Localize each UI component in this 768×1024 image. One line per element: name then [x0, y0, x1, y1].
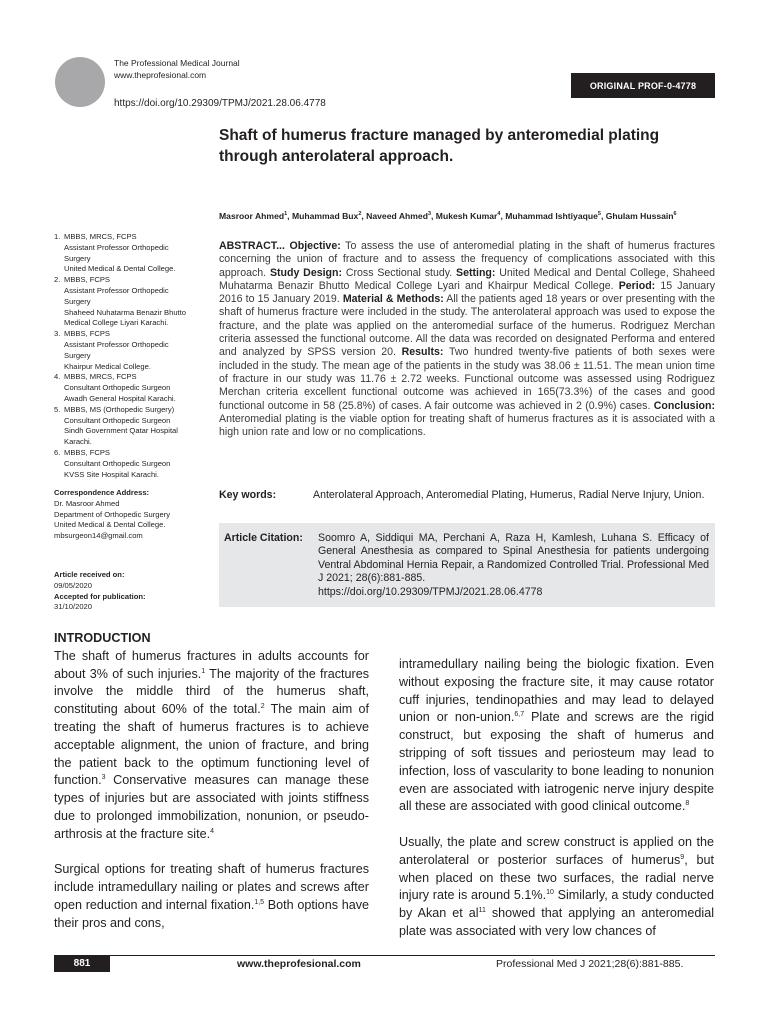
- reference-superscript: 8: [685, 800, 690, 808]
- body-text: The shaft of humerus fractures in adults accounts for about 3% of such injuries.: [54, 648, 369, 681]
- abstract: [219, 240, 715, 439]
- affiliation-number: 2.: [54, 275, 61, 285]
- body-text: The majority of the fractures involve the middle third of the humerus shaft, constituting about 60% of the total.: [54, 666, 369, 717]
- affiliation-number: [54, 308, 64, 319]
- reference-superscript: 3: [101, 774, 106, 782]
- affiliation-number: 5.: [54, 404, 61, 414]
- article-citation-box: [219, 523, 715, 607]
- body-text: showed that applying an anteromedial plate was associated with very low chances of: [399, 906, 714, 938]
- body-paragraph: [54, 861, 369, 932]
- affiliation-number: [54, 286, 64, 297]
- abstract-setting-label: Setting:: [456, 266, 496, 279]
- affiliation-text: Surgery: [64, 253, 91, 263]
- citation-doi[interactable]: https://doi.org/10.29309/TPMJ/2021.28.06.4778: [318, 585, 543, 598]
- affiliation-text: MBBS, MRCS, FCPS: [64, 232, 137, 241]
- affiliation-line: [54, 394, 214, 405]
- correspondence-label: Correspondence Address:: [54, 488, 150, 497]
- body-text: Surgical options for treating shaft of humerus fractures include intramedullary nailing or plates and screws after open reduction and internal fixation.: [54, 862, 369, 912]
- abstract-results: Two hundred twenty-five patients of both sexes were included in the study. The mean age of the patients in the study was 38.06 ± 11.51. The mean union time of fracture in our study was 11.76 ± 2.72 weeks. Functional outcome was assessed using Rodriguez Merchan criteria excellent functional outcome was achieved in 165(73.3%) of the cases and good functional outcome in 58 (25.8%) of cases. A fair outcome was achieved in 2 (0.9%) cases.: [219, 346, 715, 412]
- doi-link[interactable]: https://doi.org/10.29309/TPMJ/2021.28.06.4778: [114, 98, 326, 109]
- citation-body: [318, 532, 709, 607]
- affiliation-number: [54, 297, 64, 308]
- affiliation-text: Surgery: [64, 296, 91, 306]
- body-text: Usually, the plate and screw construct is applied on the anterolateral or posterior surfaces of humerus: [399, 834, 714, 867]
- body-text: Plate and screws are the rigid construct, but exposing the shaft of humerus and stripping of soft tissues and periosteum may lead to infection, loss of vascularity to bone leading to nonunion even are associated with iatrogenic nerve injury despite all these are associated with good clinical outcome.: [399, 710, 715, 814]
- affiliation-text: KVSS Site Hospital Karachi.: [64, 469, 159, 479]
- affiliation-number: 4.: [54, 372, 61, 382]
- journal-logo: [55, 57, 105, 107]
- journal-url[interactable]: www.theprofesional.com: [114, 70, 207, 80]
- affiliation-line: [54, 254, 214, 265]
- introduction-heading: INTRODUCTION: [54, 631, 151, 645]
- affiliation-text: Assistant Professor Orthopedic: [64, 285, 169, 295]
- affiliation-line: [54, 351, 214, 362]
- correspondence: [54, 488, 214, 542]
- affiliation-number: [54, 437, 64, 448]
- affiliation-line: [54, 297, 214, 308]
- article-title: [219, 125, 719, 167]
- correspondence-line: Department of Orthopedic Surgery: [54, 509, 171, 519]
- title-line-1: Shaft of humerus fracture managed by anteromedial plating: [219, 127, 660, 144]
- abstract-methods: All the patients aged 18 years or over presenting with the shaft of humerus fracture were included in the study. The anterolateral approach was used to expose the fracture, and the plate was applied on the anteromedial surface of the humerus. Rodriguez Merchan criteria assessed the functional outcome. All the data was recorded on designated Performa and entered and analyzed by SPSS version 20.: [219, 293, 715, 359]
- body-left-column: [54, 630, 369, 933]
- affiliation-number: [54, 394, 64, 405]
- affiliation-number: [54, 362, 64, 373]
- received-date: 09/05/2020: [54, 580, 93, 590]
- affiliation-line: [54, 286, 214, 297]
- citation-text: Soomro A, Siddiqui MA, Perchani A, Raza H, Kamlesh, Luhana S. Efficacy of General Anesthesia as compared to Spinal Anesthesia for patients undergoing Ventral Abdominal Hernia Repair, a Randomized Controlled Trial. Professional Med J 2021; 28(6):881-885.: [318, 532, 709, 585]
- correspondence-email[interactable]: mbsurgeon14@gmail.com: [54, 531, 143, 541]
- affiliation-text: Awadh General Hospital Karachi.: [64, 393, 176, 403]
- article-dates: [54, 570, 214, 613]
- affiliation-line: [54, 372, 214, 383]
- author-name: Mukesh Kumar: [435, 210, 498, 221]
- affiliation-text: Assistant Professor Orthopedic: [64, 339, 169, 349]
- affiliations: [54, 232, 214, 480]
- accepted-date: 31/10/2020: [54, 602, 93, 612]
- reference-superscript: 4: [210, 827, 214, 835]
- reference-superscript: 6,7: [514, 711, 525, 719]
- page-number: 881: [54, 955, 110, 972]
- author-affiliation-ref: 1: [284, 211, 288, 217]
- author-list: Masroor Ahmed$^1$, Muhammad Bux$^2$, Naveed Ahmed$^3$, Mukesh Kumar$^4$, Muhammad Ishtiyaque$^5$, Ghulam Hussain$^6$: [219, 210, 677, 221]
- body-text: Both options have their pros and cons,: [54, 897, 369, 930]
- journal-header: [114, 57, 240, 81]
- abstract-setting: United Medical and Dental College, Shaheed Muhatarma Benazir Bhutto Medical College Lyari and Khairpur Medical College.: [219, 266, 715, 292]
- correspondence-line: Dr. Masroor Ahmed: [54, 498, 120, 508]
- affiliation-text: MBBS, MS (Orthopedic Surgery): [64, 404, 175, 414]
- affiliation-line: [54, 232, 214, 243]
- author-name: Muhammad Ishtiyaque: [505, 210, 598, 221]
- affiliation-number: [54, 264, 64, 275]
- body-paragraph: [399, 656, 714, 816]
- affiliation-line: [54, 448, 214, 459]
- affiliation-number: [54, 351, 64, 362]
- author-affiliation-ref: 6: [673, 211, 677, 217]
- body-right-column: [399, 656, 714, 941]
- reference-superscript: 1: [201, 667, 206, 675]
- body-paragraph: [399, 834, 714, 941]
- affiliation-number: 1.: [54, 232, 61, 241]
- affiliation-line: [54, 426, 214, 437]
- footer-url[interactable]: www.theprofesional.com: [237, 958, 361, 970]
- affiliation-line: [54, 308, 214, 319]
- body-text: Conservative measures can manage these types of injuries but are associated with joints stiffness due to prolonged immobilization, nonunion, or pseudo-arthrosis at the fracture site.: [54, 773, 369, 841]
- abstract-results-label: Results:: [401, 346, 444, 359]
- affiliation-text: Medical College Liyari Karachi.: [64, 318, 169, 328]
- body-paragraph: [54, 648, 369, 844]
- abstract-objective: To assess the use of anteromedial plating in the shaft of humerus fractures concerning the union of fracture and to assess the frequency of complications associated with this approach.: [219, 240, 715, 279]
- affiliation-text: Khairpur Medical College.: [64, 361, 151, 371]
- abstract-objective-label: ABSTRACT... Objective:: [219, 240, 341, 252]
- affiliation-number: 6.: [54, 447, 61, 457]
- affiliation-line: [54, 243, 214, 254]
- affiliation-number: [54, 383, 64, 394]
- affiliation-text: Consultant Orthopedic Surgeon: [64, 458, 171, 468]
- affiliation-text: Karachi.: [64, 437, 92, 447]
- affiliation-number: [54, 416, 64, 427]
- author-name: Masroor Ahmed: [219, 210, 285, 221]
- affiliation-number: [54, 340, 64, 351]
- affiliation-text: Shaheed Nuhatarma Benazir Bhutto: [64, 307, 187, 317]
- affiliation-line: [54, 459, 214, 470]
- affiliation-text: MBBS, FCPS: [64, 329, 110, 339]
- affiliation-line: [54, 405, 214, 416]
- affiliation-line: [54, 362, 214, 373]
- footer-journal-ref: Professional Med J 2021;28(6):881-885.: [496, 958, 684, 970]
- footer-rule: [54, 955, 715, 956]
- body-text: Similarly, a study conducted by Akan et al: [399, 888, 714, 921]
- affiliation-line: [54, 329, 214, 340]
- affiliation-line: [54, 437, 214, 448]
- keywords: [219, 489, 715, 503]
- affiliation-line: [54, 264, 214, 275]
- affiliation-line: [54, 275, 214, 286]
- title-line-2: through anterolateral approach.: [219, 148, 454, 165]
- author-name: Naveed Ahmed: [366, 210, 428, 221]
- reference-superscript: 9: [680, 853, 685, 861]
- body-text: intramedullary nailing being the biologic fixation. Even without exposing the fracture site, it may cause rotator cuff injuries, tendinopathies and may lead to delayed union or non-union.: [399, 657, 714, 725]
- reference-superscript: 2: [260, 703, 265, 710]
- received-label: Article received on:: [54, 570, 125, 579]
- affiliation-line: [54, 340, 214, 351]
- affiliation-number: [54, 254, 64, 265]
- affiliation-number: [54, 459, 64, 470]
- body-text: The main aim of treating the shaft of humerus fractures is to achieve acceptable alignment, the union of fracture, and bring the patient back to the optimum functioning level of function.: [54, 702, 369, 788]
- author-affiliation-ref: 5: [597, 211, 601, 217]
- citation-label: Article Citation:: [224, 532, 303, 544]
- affiliation-text: MBBS, FCPS: [64, 275, 110, 285]
- abstract-conclusion-label: Conclusion:: [653, 399, 715, 412]
- affiliation-number: [54, 470, 64, 481]
- journal-name: The Professional Medical Journal: [114, 58, 240, 68]
- abstract-methods-label: Material & Methods:: [342, 293, 444, 306]
- author-affiliation-ref: 4: [497, 211, 501, 217]
- accepted-label: Accepted for publication:: [54, 591, 146, 601]
- author-name: Muhammad Bux: [291, 210, 359, 221]
- affiliation-text: MBBS, FCPS: [64, 447, 110, 457]
- reference-superscript: 10: [546, 889, 554, 897]
- affiliation-text: United Medical & Dental College.: [64, 264, 176, 274]
- affiliation-text: Consultant Orthopedic Surgeon: [64, 383, 171, 393]
- abstract-design: Cross Sectional study.: [345, 266, 453, 279]
- correspondence-line: United Medical & Dental College.: [54, 520, 166, 530]
- affiliation-text: MBBS, MRCS, FCPS: [64, 372, 137, 382]
- affiliation-number: [54, 318, 64, 329]
- abstract-conclusion: Anteromedial plating is the viable option for treating shaft of humerus fractures as it is associated with a high union rate and low or no complications.: [219, 412, 715, 439]
- author-affiliation-ref: 2: [358, 211, 362, 217]
- reference-superscript: 11: [478, 906, 486, 914]
- affiliation-number: 3.: [54, 329, 61, 339]
- affiliation-text: Assistant Professor Orthopedic: [64, 242, 169, 252]
- affiliation-line: [54, 318, 214, 329]
- keywords-text: Anterolateral Approach, Anteromedial Plating, Humerus, Radial Nerve Injury, Union.: [313, 489, 705, 501]
- affiliation-text: Surgery: [64, 350, 91, 360]
- body-text: , but when placed on these two surfaces, the radial nerve injury rate is around 5.1%.: [399, 852, 714, 903]
- abstract-period: 15 January 2016 to 15 January 2019.: [219, 279, 715, 306]
- affiliation-text: Consultant Orthopedic Surgeon: [64, 415, 171, 425]
- article-type-badge: ORIGINAL PROF-0-4778: [571, 73, 715, 98]
- affiliation-line: [54, 416, 214, 427]
- reference-superscript: 1,5: [254, 898, 265, 906]
- author-affiliation-ref: 3: [427, 211, 432, 217]
- abstract-period-label: Period:: [618, 279, 656, 292]
- affiliation-line: [54, 470, 214, 481]
- affiliation-text: Sindh Government Qatar Hospital: [64, 426, 178, 436]
- affiliation-line: [54, 383, 214, 394]
- affiliation-number: [54, 243, 64, 254]
- keywords-label: Key words:: [219, 489, 277, 501]
- affiliation-number: [54, 426, 64, 437]
- abstract-design-label: Study Design:: [269, 266, 343, 279]
- author-name: Ghulam Hussain: [605, 210, 674, 221]
